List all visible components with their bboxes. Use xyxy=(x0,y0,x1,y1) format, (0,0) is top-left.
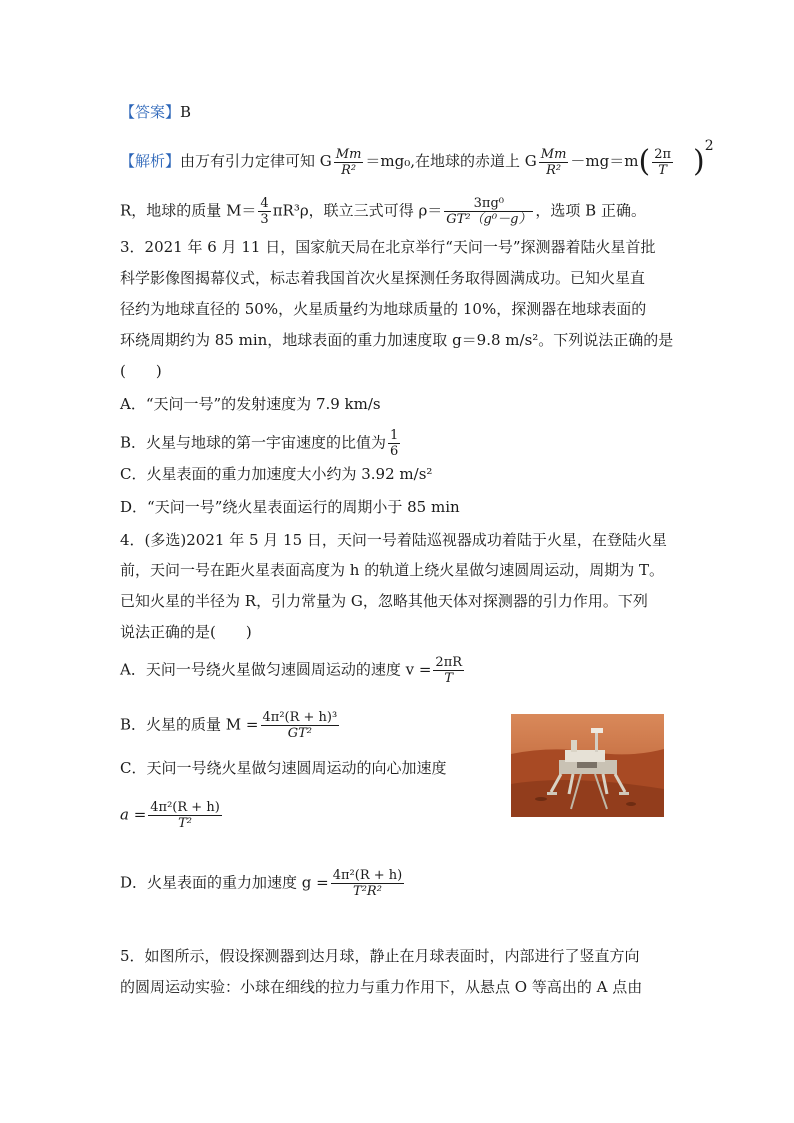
option-text: D．火星表面的重力加速度 g = xyxy=(120,873,329,892)
frac-num: 4π²(R + h) xyxy=(150,800,220,815)
q3-line-2: 科学影像图揭幕仪式，标志着我国首次火星探测任务取得圆满成功。已知火星直 xyxy=(120,269,646,287)
q3-option-a: A．“天问一号”的发射速度为 7.9 km/s xyxy=(120,395,381,413)
analysis-text: 由万有引力定律可知 G xyxy=(180,152,332,170)
frac-num: Mm xyxy=(540,146,567,162)
q4-line-1: 4．(多选)2021 年 5 月 15 日，天问一号着陆巡视器成功着陆于火星，在登陆火星 xyxy=(120,531,667,549)
analysis-text: ，选项 B 正确。 xyxy=(535,201,646,220)
analysis-text: R，地球的质量 M＝ xyxy=(120,201,257,220)
analysis-line-1 xyxy=(120,138,714,179)
exponent: 2 xyxy=(704,138,714,154)
q5-line-1: 5．如图所示，假设探测器到达月球，静止在月球表面时，内部进行了竖直方向 xyxy=(120,947,640,965)
frac-num: 4 xyxy=(260,196,269,211)
mars-rover-illustration xyxy=(511,714,664,817)
frac-den: R² xyxy=(546,162,562,178)
q5-line-2: 的圆周运动实验：小球在细线的拉力与重力作用下，从悬点 O 等高出的 A 点由 xyxy=(120,978,643,996)
frac-den: T xyxy=(444,671,454,686)
fraction xyxy=(258,196,270,227)
analysis-text: －mg＝m xyxy=(570,152,639,170)
fraction xyxy=(652,147,673,178)
frac-num: 1 xyxy=(390,428,399,443)
frac-den: R² xyxy=(341,162,357,178)
frac-den: T xyxy=(658,162,667,178)
q4-line-2: 前，天问一号在距火星表面高度为 h 的轨道上绕火星做匀速圆周运动，周期为 T。 xyxy=(120,561,664,579)
frac-num: 4π²(R + h) xyxy=(332,868,403,883)
answer-value: B xyxy=(180,103,192,121)
frac-den: T²R² xyxy=(353,884,382,899)
frac-den: GT²（g⁰－g） xyxy=(446,212,532,227)
q4-option-b xyxy=(120,710,341,741)
analysis-text: ＝mg₀,在地球的赤道上 G xyxy=(365,152,537,170)
fraction xyxy=(539,147,569,178)
fraction xyxy=(331,868,405,899)
q4-option-c-formula xyxy=(120,800,224,831)
fraction xyxy=(334,147,364,178)
answer-tag: 【答案】 xyxy=(120,103,181,121)
option-text: A．天问一号绕火星做匀速圆周运动的速度 v = xyxy=(120,660,432,679)
option-text: B．火星的质量 M = xyxy=(120,715,259,734)
analysis-tag: 【解析】 xyxy=(120,152,181,170)
fraction xyxy=(261,710,340,741)
q4-option-a xyxy=(120,655,466,686)
fraction xyxy=(444,196,533,227)
q3-option-d: D．“天问一号”绕火星表面运行的周期小于 85 min xyxy=(120,498,460,516)
frac-den: GT² xyxy=(287,726,312,741)
answer-line xyxy=(120,102,191,122)
right-paren: ) xyxy=(693,144,705,179)
q3-line-3: 径约为地球直径的 50%，火星质量约为地球质量的 10%，探测器在地球表面的 xyxy=(120,300,647,318)
fraction xyxy=(148,800,222,831)
frac-den: 6 xyxy=(390,444,399,459)
frac-num: Mm xyxy=(335,146,362,162)
fraction xyxy=(433,655,464,686)
frac-num: 2πR xyxy=(435,655,463,670)
q4-line-4: 说法正确的是( ) xyxy=(120,623,252,641)
analysis-text: πR³ρ，联立三式可得 ρ＝ xyxy=(272,201,443,220)
frac-num: 3πg⁰ xyxy=(444,196,533,212)
q4-line-3: 已知火星的半径为 R，引力常量为 G，忽略其他天体对探测器的引力作用。下列 xyxy=(120,592,648,610)
frac-den: T² xyxy=(178,816,192,831)
formula-lhs: a = xyxy=(120,805,147,824)
q3-option-c: C．火星表面的重力加速度大小约为 3.92 m/s² xyxy=(120,465,433,483)
fraction xyxy=(388,428,400,459)
left-paren: ( xyxy=(638,144,651,179)
q3-line-5: ( ) xyxy=(120,362,162,380)
option-text: B．火星与地球的第一宇宙速度的比值为 xyxy=(120,433,387,452)
q3-line-1: 3．2021 年 6 月 11 日，国家航天局在北京举行“天问一号”探测器着陆火星首批 xyxy=(120,238,656,256)
frac-num: 4π²(R + h)³ xyxy=(262,710,338,725)
q3-line-4: 环绕周期约为 85 min，地球表面的重力加速度取 g＝9.8 m/s²。下列说法正确的是 xyxy=(120,331,674,349)
frac-num: 2π xyxy=(654,146,672,162)
q4-option-c: C．天问一号绕火星做匀速圆周运动的向心加速度 xyxy=(120,759,447,777)
analysis-line-2 xyxy=(120,196,646,227)
mars-rover-photo xyxy=(511,714,664,817)
q4-option-d xyxy=(120,868,406,899)
frac-den: 3 xyxy=(260,212,269,227)
q3-option-b xyxy=(120,428,402,459)
